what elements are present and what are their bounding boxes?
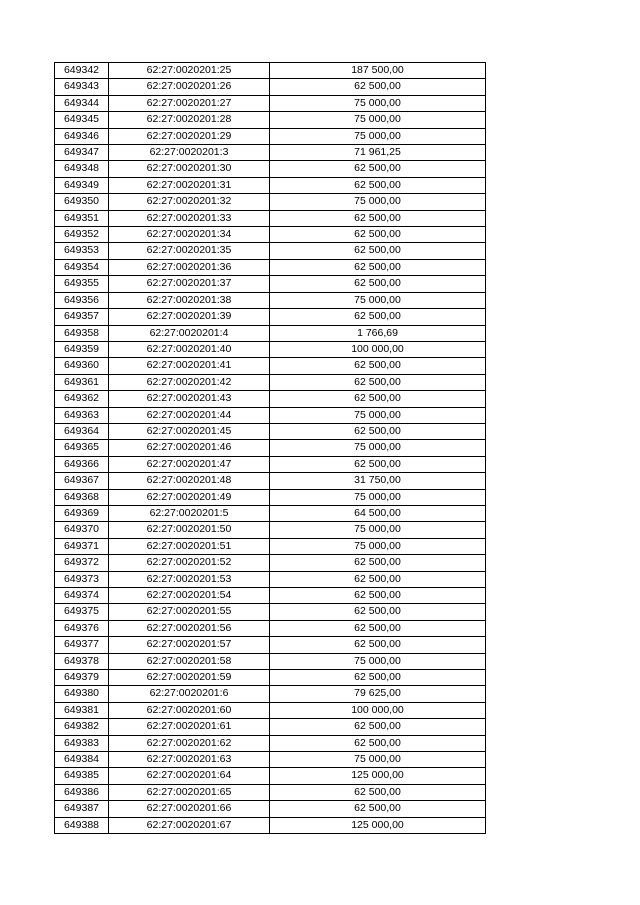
- cadastral-number-cell: 62:27:0020201:56: [109, 620, 270, 636]
- table-row: [55, 341, 486, 357]
- row-id-cell: 649372: [55, 555, 109, 571]
- row-id-cell: 649357: [55, 309, 109, 325]
- table-row: [55, 407, 486, 423]
- value-cell: 62 500,00: [270, 571, 486, 587]
- cadastral-number-cell: 62:27:0020201:63: [109, 752, 270, 768]
- cadastral-number-cell: 62:27:0020201:26: [109, 79, 270, 95]
- table-row: [55, 620, 486, 636]
- row-id-cell: 649361: [55, 374, 109, 390]
- value-cell: 62 500,00: [270, 719, 486, 735]
- table-row: [55, 768, 486, 784]
- row-id-cell: 649382: [55, 719, 109, 735]
- value-cell: 62 500,00: [270, 588, 486, 604]
- row-id-cell: 649358: [55, 325, 109, 341]
- row-id-cell: 649371: [55, 538, 109, 554]
- value-cell: 62 500,00: [270, 259, 486, 275]
- row-id-cell: 649381: [55, 702, 109, 718]
- table-row: [55, 358, 486, 374]
- cadastral-number-cell: 62:27:0020201:3: [109, 145, 270, 161]
- cadastral-number-cell: 62:27:0020201:31: [109, 177, 270, 193]
- table-row: [55, 391, 486, 407]
- table-row: [55, 95, 486, 111]
- value-cell: 62 500,00: [270, 784, 486, 800]
- value-cell: 75 000,00: [270, 489, 486, 505]
- cadastral-number-cell: 62:27:0020201:41: [109, 358, 270, 374]
- cadastral-number-cell: 62:27:0020201:61: [109, 719, 270, 735]
- row-id-cell: 649366: [55, 456, 109, 472]
- value-cell: 75 000,00: [270, 128, 486, 144]
- table-row: [55, 522, 486, 538]
- row-id-cell: 649354: [55, 259, 109, 275]
- value-cell: 62 500,00: [270, 620, 486, 636]
- row-id-cell: 649345: [55, 112, 109, 128]
- table-row: [55, 719, 486, 735]
- cadastral-number-cell: 62:27:0020201:32: [109, 194, 270, 210]
- row-id-cell: 649385: [55, 768, 109, 784]
- table-row: [55, 752, 486, 768]
- value-cell: 62 500,00: [270, 637, 486, 653]
- table-row: [55, 817, 486, 833]
- value-cell: 62 500,00: [270, 374, 486, 390]
- table-row: [55, 194, 486, 210]
- table-row: [55, 177, 486, 193]
- cadastral-number-cell: 62:27:0020201:46: [109, 440, 270, 456]
- table-row: [55, 161, 486, 177]
- cadastral-number-cell: 62:27:0020201:51: [109, 538, 270, 554]
- table-row: [55, 227, 486, 243]
- row-id-cell: 649387: [55, 801, 109, 817]
- row-id-cell: 649343: [55, 79, 109, 95]
- cadastral-number-cell: 62:27:0020201:39: [109, 309, 270, 325]
- value-cell: 75 000,00: [270, 653, 486, 669]
- table-row: [55, 489, 486, 505]
- row-id-cell: 649342: [55, 63, 109, 79]
- table-row: [55, 588, 486, 604]
- value-cell: 75 000,00: [270, 112, 486, 128]
- row-id-cell: 649377: [55, 637, 109, 653]
- row-id-cell: 649359: [55, 341, 109, 357]
- value-cell: 62 500,00: [270, 801, 486, 817]
- value-cell: 64 500,00: [270, 505, 486, 521]
- table-row: [55, 243, 486, 259]
- table-row: [55, 259, 486, 275]
- cadastral-number-cell: 62:27:0020201:33: [109, 210, 270, 226]
- value-cell: 62 500,00: [270, 177, 486, 193]
- row-id-cell: 649384: [55, 752, 109, 768]
- cadastral-number-cell: 62:27:0020201:43: [109, 391, 270, 407]
- cadastral-number-cell: 62:27:0020201:45: [109, 423, 270, 439]
- table-row: [55, 276, 486, 292]
- table-row: [55, 637, 486, 653]
- row-id-cell: 649364: [55, 423, 109, 439]
- table-row: [55, 423, 486, 439]
- cadastral-number-cell: 62:27:0020201:62: [109, 735, 270, 751]
- value-cell: 62 500,00: [270, 555, 486, 571]
- cadastral-number-cell: 62:27:0020201:25: [109, 63, 270, 79]
- cadastral-number-cell: 62:27:0020201:65: [109, 784, 270, 800]
- row-id-cell: 649351: [55, 210, 109, 226]
- value-cell: 100 000,00: [270, 702, 486, 718]
- table-row: [55, 653, 486, 669]
- table-row: [55, 145, 486, 161]
- row-id-cell: 649352: [55, 227, 109, 243]
- value-cell: 100 000,00: [270, 341, 486, 357]
- value-cell: 62 500,00: [270, 276, 486, 292]
- value-cell: 75 000,00: [270, 538, 486, 554]
- row-id-cell: 649370: [55, 522, 109, 538]
- table-row: [55, 604, 486, 620]
- table-row: [55, 555, 486, 571]
- cadastral-number-cell: 62:27:0020201:53: [109, 571, 270, 587]
- value-cell: 75 000,00: [270, 194, 486, 210]
- value-cell: 125 000,00: [270, 817, 486, 833]
- value-cell: 62 500,00: [270, 670, 486, 686]
- value-cell: 62 500,00: [270, 391, 486, 407]
- table-body: [55, 63, 486, 834]
- cadastral-number-cell: 62:27:0020201:58: [109, 653, 270, 669]
- table-row: [55, 128, 486, 144]
- cadastral-number-cell: 62:27:0020201:6: [109, 686, 270, 702]
- cadastral-number-cell: 62:27:0020201:49: [109, 489, 270, 505]
- cadastral-number-cell: 62:27:0020201:38: [109, 292, 270, 308]
- value-cell: 75 000,00: [270, 95, 486, 111]
- table-row: [55, 571, 486, 587]
- value-cell: 62 500,00: [270, 309, 486, 325]
- row-id-cell: 649373: [55, 571, 109, 587]
- cadastral-number-cell: 62:27:0020201:60: [109, 702, 270, 718]
- row-id-cell: 649344: [55, 95, 109, 111]
- value-cell: 75 000,00: [270, 292, 486, 308]
- row-id-cell: 649383: [55, 735, 109, 751]
- value-cell: 75 000,00: [270, 752, 486, 768]
- table-row: [55, 473, 486, 489]
- value-cell: 62 500,00: [270, 604, 486, 620]
- row-id-cell: 649368: [55, 489, 109, 505]
- table-row: [55, 735, 486, 751]
- row-id-cell: 649353: [55, 243, 109, 259]
- cadastral-number-cell: 62:27:0020201:50: [109, 522, 270, 538]
- value-cell: 62 500,00: [270, 423, 486, 439]
- cadastral-number-cell: 62:27:0020201:59: [109, 670, 270, 686]
- value-cell: 62 500,00: [270, 227, 486, 243]
- cadastral-number-cell: 62:27:0020201:67: [109, 817, 270, 833]
- cadastral-number-cell: 62:27:0020201:42: [109, 374, 270, 390]
- row-id-cell: 649376: [55, 620, 109, 636]
- row-id-cell: 649378: [55, 653, 109, 669]
- row-id-cell: 649367: [55, 473, 109, 489]
- row-id-cell: 649355: [55, 276, 109, 292]
- value-cell: 62 500,00: [270, 358, 486, 374]
- cadastral-number-cell: 62:27:0020201:35: [109, 243, 270, 259]
- cadastral-number-cell: 62:27:0020201:52: [109, 555, 270, 571]
- table-row: [55, 686, 486, 702]
- row-id-cell: 649346: [55, 128, 109, 144]
- cadastral-number-cell: 62:27:0020201:27: [109, 95, 270, 111]
- row-id-cell: 649363: [55, 407, 109, 423]
- cadastral-number-cell: 62:27:0020201:48: [109, 473, 270, 489]
- value-cell: 31 750,00: [270, 473, 486, 489]
- table-row: [55, 801, 486, 817]
- table-row: [55, 309, 486, 325]
- table-row: [55, 374, 486, 390]
- value-cell: 71 961,25: [270, 145, 486, 161]
- data-table: [54, 62, 486, 834]
- row-id-cell: 649356: [55, 292, 109, 308]
- table-row: [55, 292, 486, 308]
- value-cell: 75 000,00: [270, 440, 486, 456]
- cadastral-number-cell: 62:27:0020201:44: [109, 407, 270, 423]
- row-id-cell: 649349: [55, 177, 109, 193]
- value-cell: 62 500,00: [270, 210, 486, 226]
- cadastral-number-cell: 62:27:0020201:28: [109, 112, 270, 128]
- table-row: [55, 325, 486, 341]
- cadastral-number-cell: 62:27:0020201:47: [109, 456, 270, 472]
- table-row: [55, 112, 486, 128]
- value-cell: 125 000,00: [270, 768, 486, 784]
- row-id-cell: 649369: [55, 505, 109, 521]
- row-id-cell: 649360: [55, 358, 109, 374]
- cadastral-number-cell: 62:27:0020201:64: [109, 768, 270, 784]
- table-row: [55, 784, 486, 800]
- cadastral-number-cell: 62:27:0020201:36: [109, 259, 270, 275]
- value-cell: 75 000,00: [270, 522, 486, 538]
- row-id-cell: 649347: [55, 145, 109, 161]
- row-id-cell: 649380: [55, 686, 109, 702]
- row-id-cell: 649386: [55, 784, 109, 800]
- cadastral-number-cell: 62:27:0020201:66: [109, 801, 270, 817]
- row-id-cell: 649379: [55, 670, 109, 686]
- cadastral-number-cell: 62:27:0020201:30: [109, 161, 270, 177]
- cadastral-number-cell: 62:27:0020201:37: [109, 276, 270, 292]
- table-row: [55, 670, 486, 686]
- value-cell: 187 500,00: [270, 63, 486, 79]
- value-cell: 62 500,00: [270, 735, 486, 751]
- value-cell: 62 500,00: [270, 79, 486, 95]
- cadastral-number-cell: 62:27:0020201:54: [109, 588, 270, 604]
- row-id-cell: 649348: [55, 161, 109, 177]
- row-id-cell: 649375: [55, 604, 109, 620]
- cadastral-number-cell: 62:27:0020201:55: [109, 604, 270, 620]
- value-cell: 62 500,00: [270, 243, 486, 259]
- row-id-cell: 649350: [55, 194, 109, 210]
- table-row: [55, 63, 486, 79]
- value-cell: 79 625,00: [270, 686, 486, 702]
- table-row: [55, 79, 486, 95]
- table-row: [55, 440, 486, 456]
- table-row: [55, 456, 486, 472]
- row-id-cell: 649362: [55, 391, 109, 407]
- cadastral-number-cell: 62:27:0020201:4: [109, 325, 270, 341]
- table-row: [55, 210, 486, 226]
- value-cell: 1 766,69: [270, 325, 486, 341]
- cadastral-number-cell: 62:27:0020201:5: [109, 505, 270, 521]
- table-row: [55, 538, 486, 554]
- value-cell: 62 500,00: [270, 161, 486, 177]
- cadastral-number-cell: 62:27:0020201:34: [109, 227, 270, 243]
- table-row: [55, 505, 486, 521]
- row-id-cell: 649365: [55, 440, 109, 456]
- cadastral-number-cell: 62:27:0020201:40: [109, 341, 270, 357]
- cadastral-number-cell: 62:27:0020201:57: [109, 637, 270, 653]
- table-row: [55, 702, 486, 718]
- row-id-cell: 649374: [55, 588, 109, 604]
- row-id-cell: 649388: [55, 817, 109, 833]
- value-cell: 75 000,00: [270, 407, 486, 423]
- value-cell: 62 500,00: [270, 456, 486, 472]
- cadastral-number-cell: 62:27:0020201:29: [109, 128, 270, 144]
